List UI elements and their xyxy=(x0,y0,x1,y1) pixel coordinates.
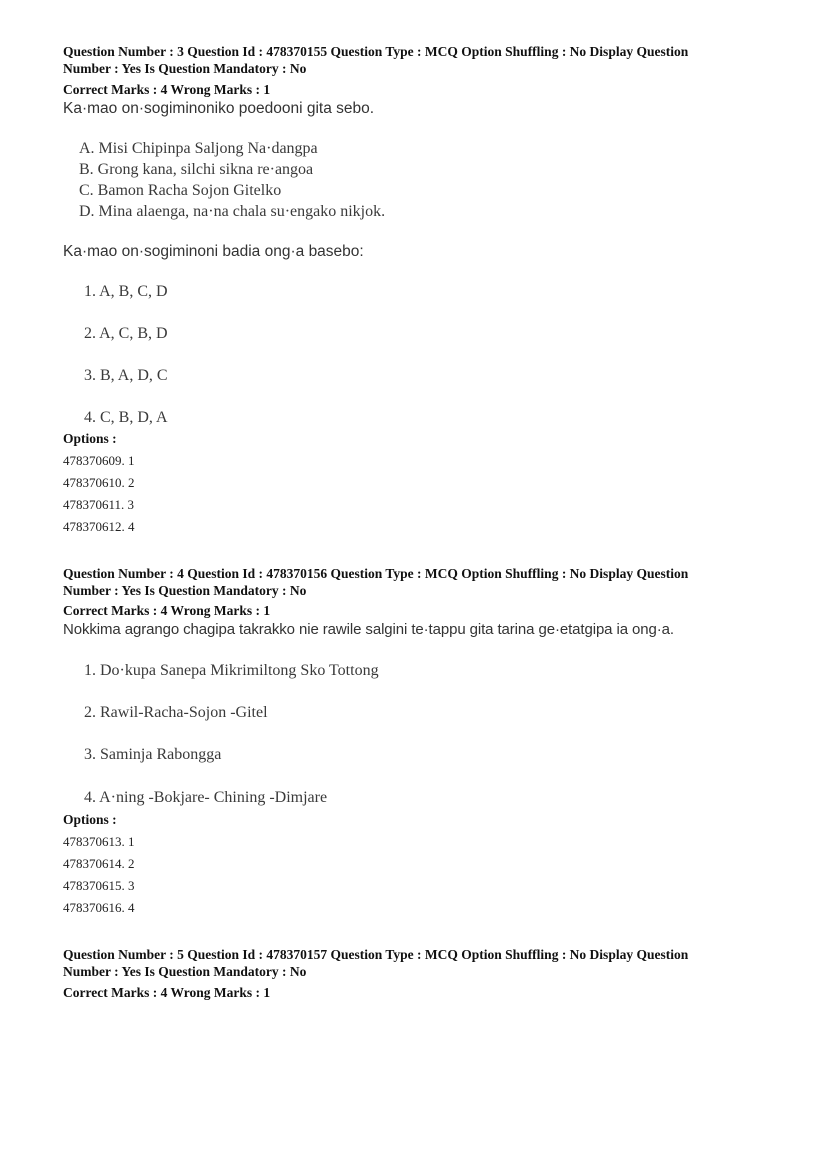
question-4-stem: Nokkima agrango chagipa takrakko nie rawile salgini te·tappu gita tarina ge·etatgipa ia ong·a. xyxy=(63,621,674,638)
question-4-option-id-1: 478370613. 1 xyxy=(63,834,135,849)
question-5-meta-line1: Question Number : 5 Question Id : 478370157 Question Type : MCQ Option Shuffling : No Display Question xyxy=(63,947,689,962)
question-3-stem: Ka·mao on·sogiminoniko poedooni gita sebo. xyxy=(63,100,375,117)
question-5-meta-line2: Number : Yes Is Question Mandatory : No xyxy=(63,964,307,979)
question-3-choice-2: 2. A, C, B, D xyxy=(84,325,168,342)
question-4-choice-4: 4. A·ning -Bokjare- Chining -Dimjare xyxy=(84,789,328,806)
question-3-option-id-1: 478370609. 1 xyxy=(63,453,135,468)
question-3-statement-b: B. Grong kana, silchi sikna re·angoa xyxy=(79,161,314,178)
question-4-choice-1: 1. Do·kupa Sanepa Mikrimiltong Sko Tottong xyxy=(84,662,379,679)
question-4-choice-2: 2. Rawil-Racha-Sojon -Gitel xyxy=(84,704,268,721)
question-4-option-id-3: 478370615. 3 xyxy=(63,878,135,893)
question-3-statement-c: C. Bamon Racha Sojon Gitelko xyxy=(79,182,282,199)
question-3-prompt: Ka·mao on·sogiminoni badia ong·a basebo: xyxy=(63,243,364,260)
question-3-meta-line2: Number : Yes Is Question Mandatory : No xyxy=(63,61,307,76)
question-3-choice-1: 1. A, B, C, D xyxy=(84,283,168,300)
question-3-marks: Correct Marks : 4 Wrong Marks : 1 xyxy=(63,82,271,97)
question-3-statement-a: A. Misi Chipinpa Saljong Na·dangpa xyxy=(79,140,318,157)
question-3-meta-line1: Question Number : 3 Question Id : 478370155 Question Type : MCQ Option Shuffling : No Display Question xyxy=(63,44,689,59)
question-3-choice-3: 3. B, A, D, C xyxy=(84,367,168,384)
question-3-option-id-3: 478370611. 3 xyxy=(63,497,135,512)
question-4-meta-line2: Number : Yes Is Question Mandatory : No xyxy=(63,583,307,598)
question-4-marks: Correct Marks : 4 Wrong Marks : 1 xyxy=(63,603,271,618)
question-3-option-id-4: 478370612. 4 xyxy=(63,519,135,534)
question-4-meta-line1: Question Number : 4 Question Id : 478370156 Question Type : MCQ Option Shuffling : No Display Question xyxy=(63,566,689,581)
question-3-choice-4: 4. C, B, D, A xyxy=(84,409,168,426)
question-4-option-id-2: 478370614. 2 xyxy=(63,856,135,871)
question-5-marks: Correct Marks : 4 Wrong Marks : 1 xyxy=(63,985,271,1000)
question-4-choice-3: 3. Saminja Rabongga xyxy=(84,746,222,763)
question-4-options-label: Options : xyxy=(63,812,117,827)
question-3-options-label: Options : xyxy=(63,431,117,446)
question-4-option-id-4: 478370616. 4 xyxy=(63,900,135,915)
question-3-statement-d: D. Mina alaenga, na·na chala su·engako nikjok. xyxy=(79,203,386,220)
question-3-option-id-2: 478370610. 2 xyxy=(63,475,135,490)
